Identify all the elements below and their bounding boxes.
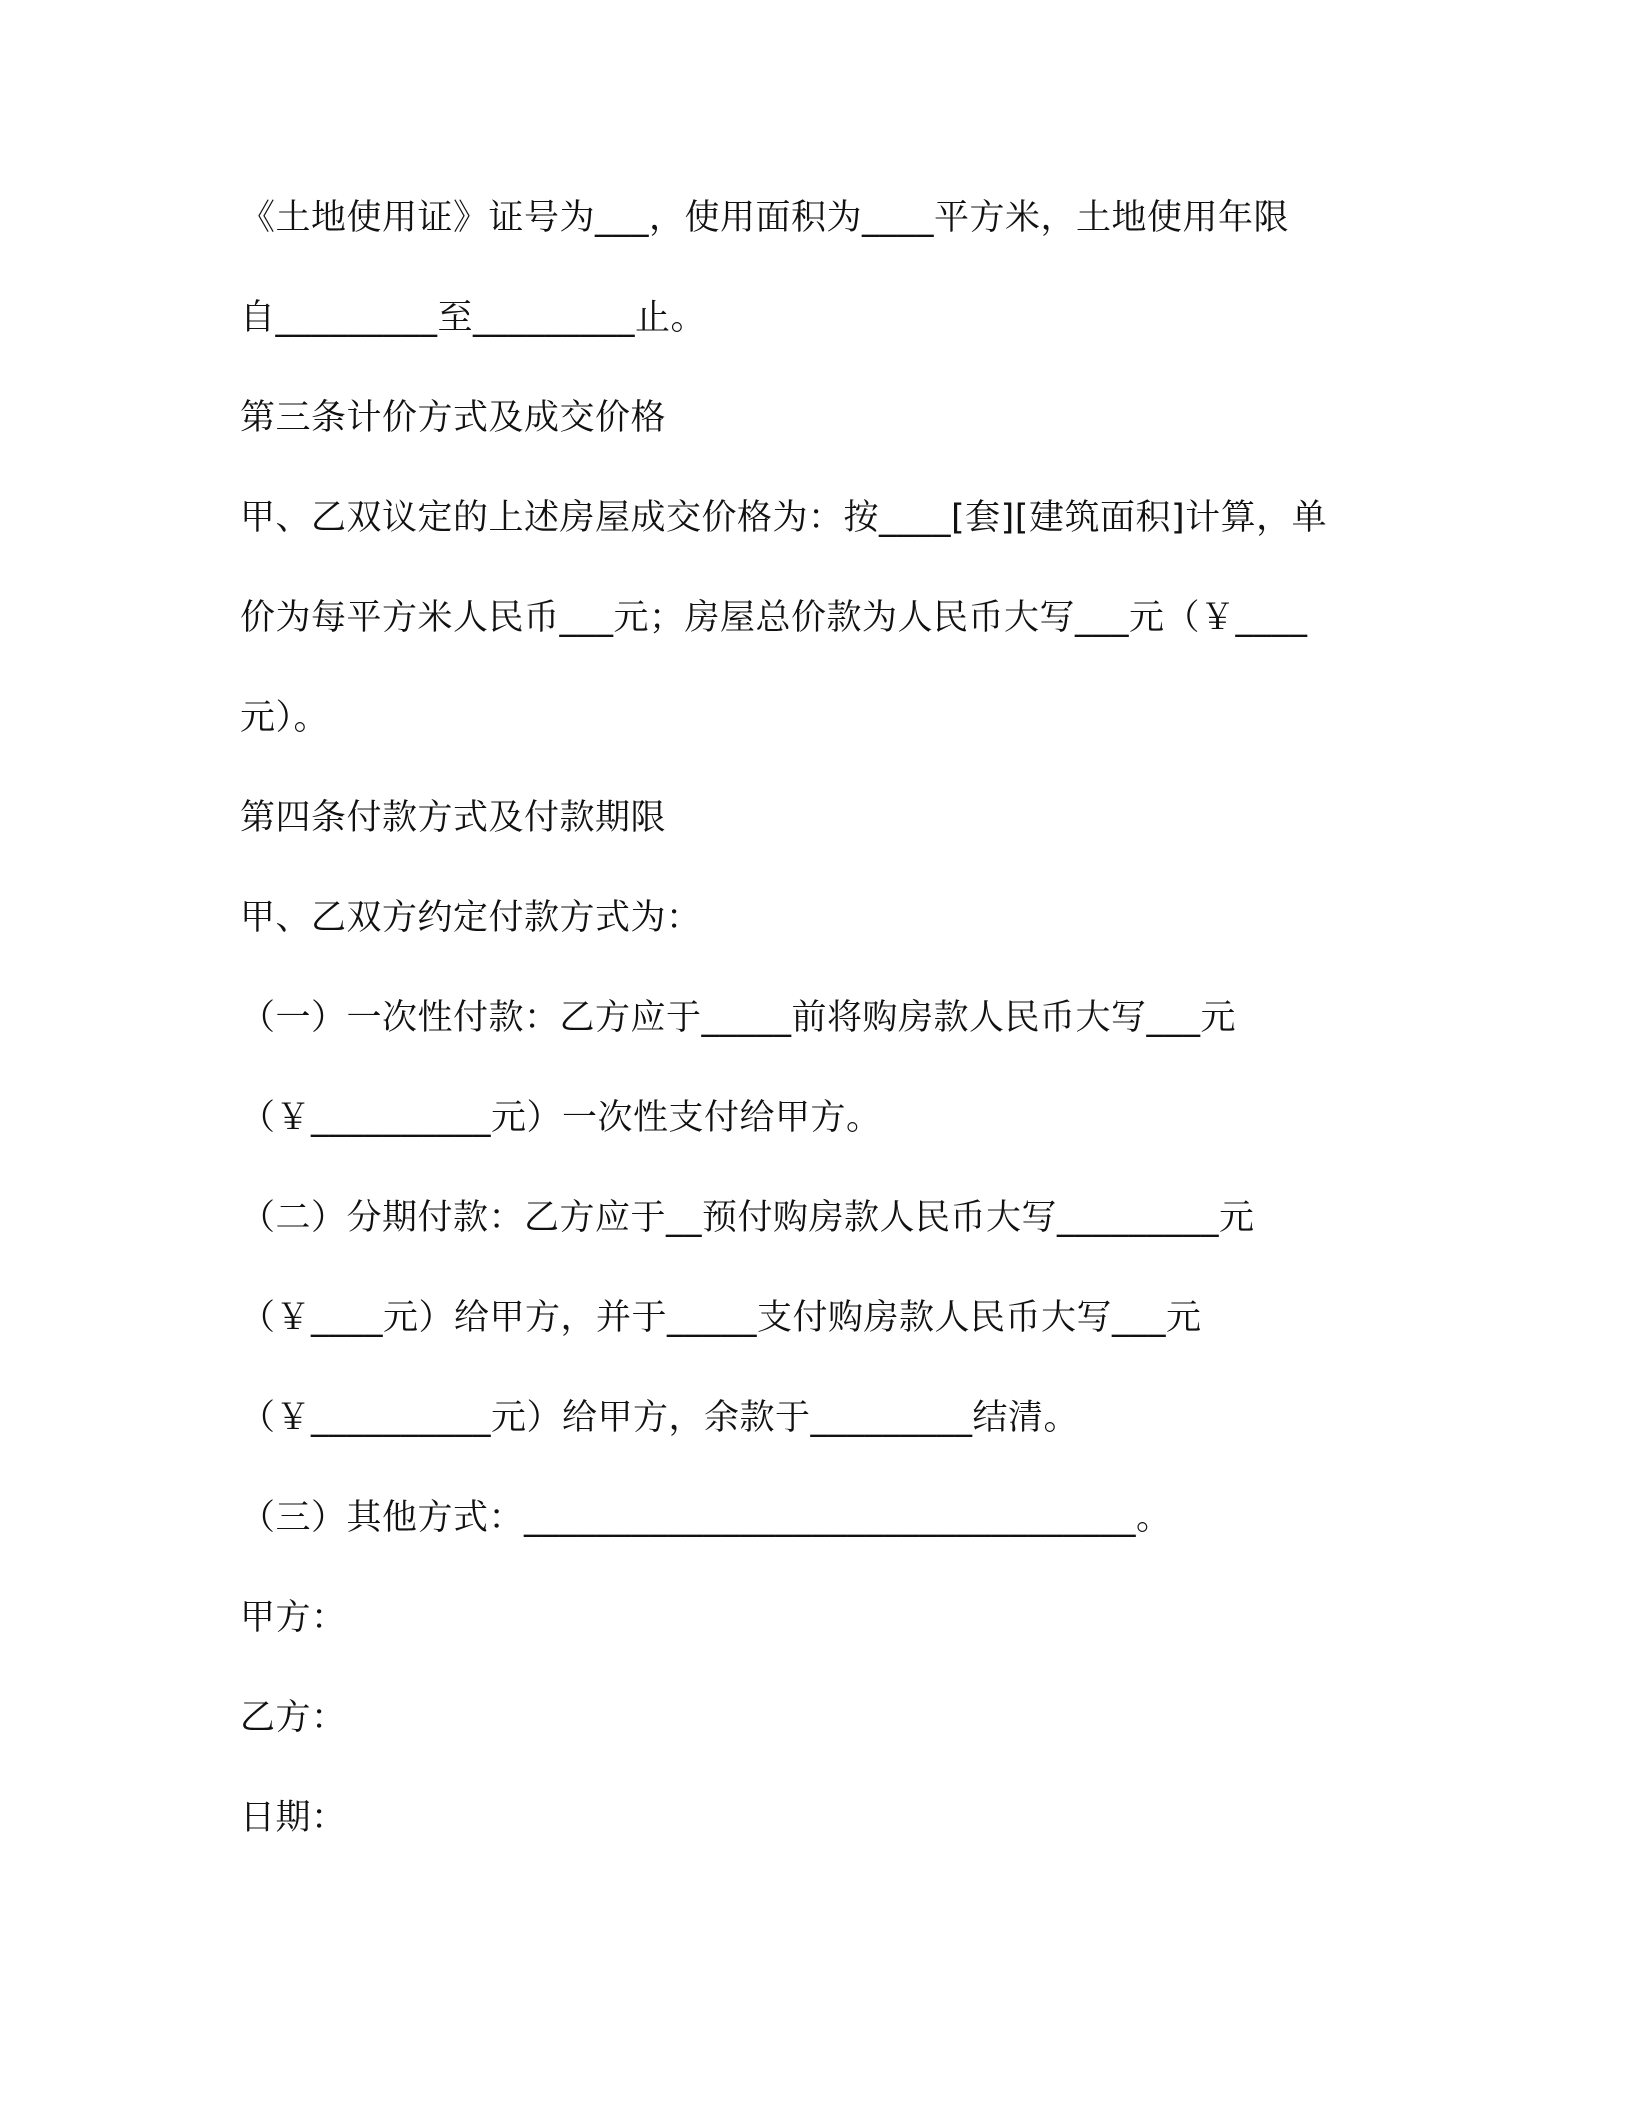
installment-payment-line-3: （￥__________元）给甲方，余款于_________结清。	[240, 1398, 1080, 1438]
party-a-signature-label: 甲方：	[240, 1598, 347, 1638]
clause-land-certificate-line: 《土地使用证》证号为___，使用面积为____平方米，土地使用年限	[240, 198, 1290, 238]
installment-payment-line-2: （￥____元）给甲方，并于_____支付购房款人民币大写___元	[240, 1298, 1202, 1338]
price-agreement-line-3: 元）。	[240, 698, 330, 738]
installment-payment-line-1: （二）分期付款：乙方应于__预付购房款人民币大写_________元	[240, 1198, 1255, 1238]
price-agreement-line-1: 甲、乙双议定的上述房屋成交价格为：按____[套][建筑面积]计算，单	[240, 498, 1328, 538]
party-b-signature-label: 乙方：	[240, 1698, 347, 1738]
article-4-heading: 第四条付款方式及付款期限	[240, 798, 667, 838]
price-agreement-line-2: 价为每平方米人民币___元；房屋总价款为人民币大写___元（￥____	[240, 598, 1308, 638]
date-label: 日期：	[240, 1798, 347, 1838]
clause-land-term-line: 自_________至_________止。	[240, 298, 707, 338]
lump-sum-payment-line-2: （￥__________元）一次性支付给甲方。	[240, 1098, 882, 1138]
article-3-heading: 第三条计价方式及成交价格	[240, 398, 667, 438]
payment-method-intro: 甲、乙双方约定付款方式为：	[240, 898, 702, 938]
lump-sum-payment-line-1: （一）一次性付款：乙方应于_____前将购房款人民币大写___元	[240, 998, 1237, 1038]
other-payment-method-line: （三）其他方式：__________________________________。	[240, 1498, 1172, 1538]
